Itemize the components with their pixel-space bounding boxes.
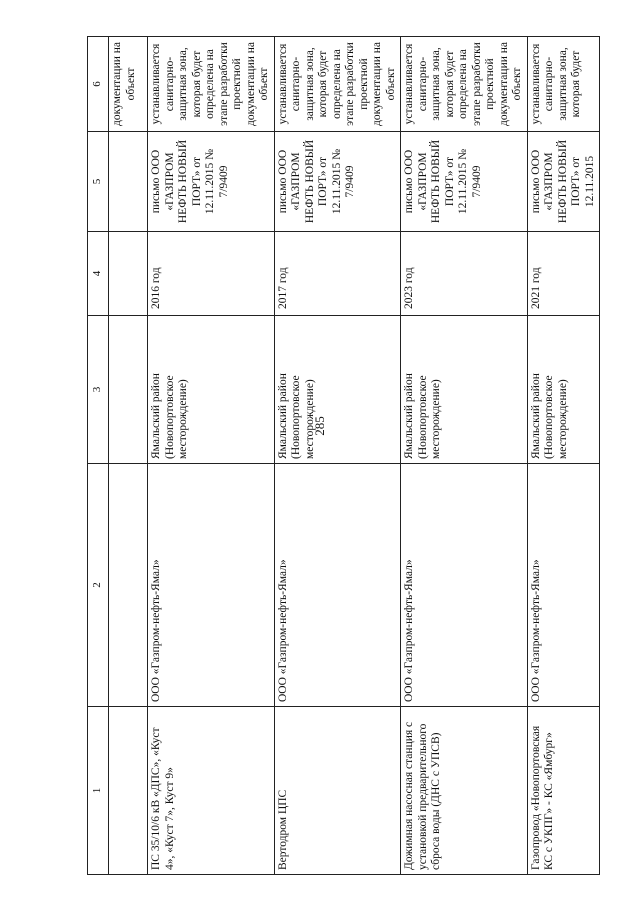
location-cell: Ямальский район (Новопортовское месторождение): [527, 316, 600, 464]
column-number-row: [88, 37, 109, 875]
location-cell: Ямальский район (Новопортовское месторождение): [148, 316, 275, 464]
owner-cell: ООО «Газпром-нефть-Ямал»: [274, 464, 401, 707]
table-row: [274, 37, 401, 875]
empty-cell: [109, 232, 148, 316]
zone-cell: устанавливается санитарно-защитная зона, которая будет: [527, 37, 600, 132]
empty-cell: [109, 464, 148, 707]
column-number: 5: [88, 132, 109, 232]
empty-cell: [109, 132, 148, 232]
column-number: 1: [88, 707, 109, 875]
location-cell: Ямальский район (Новопортовское месторождение): [274, 316, 401, 464]
table-row: [527, 37, 600, 875]
source-cell: письмо ООО «ГАЗПРОМ НЕФТЬ НОВЫЙ ПОРТ» от 12.11.2015: [527, 132, 600, 232]
continued-zone-text: документации на объект: [109, 37, 148, 132]
year-cell: 2023 год: [401, 232, 528, 316]
empty-cell: [109, 707, 148, 875]
year-cell: 2021 год: [527, 232, 600, 316]
zone-cell: устанавливается санитарно-защитная зона, которая будет определена на этапе разработки проектной документации на объект: [401, 37, 528, 132]
objects-table: [87, 36, 600, 875]
year-cell: 2017 год: [274, 232, 401, 316]
column-number: 2: [88, 464, 109, 707]
source-cell: письмо ООО «ГАЗПРОМ НЕФТЬ НОВЫЙ ПОРТ» от 12.11.2015 № 7/9409: [148, 132, 275, 232]
object-cell: Газопровод «Новопортовская КС с УКПГ» - КС «Ямбург»: [527, 707, 600, 875]
rotated-table-wrapper: [87, 37, 596, 875]
object-cell: Дожимная насосная станция с установкой предварительного сброса воды (ДНС с УПСВ): [401, 707, 528, 875]
location-cell: Ямальский район (Новопортовское месторождение): [401, 316, 528, 464]
owner-cell: ООО «Газпром-нефть-Ямал»: [148, 464, 275, 707]
year-cell: 2016 год: [148, 232, 275, 316]
column-number: 4: [88, 232, 109, 316]
table-viewport: [87, 37, 596, 875]
source-cell: письмо ООО «ГАЗПРОМ НЕФТЬ НОВЫЙ ПОРТ» от 12.11.2015 № 7/9409: [274, 132, 401, 232]
empty-cell: [109, 316, 148, 464]
object-cell: Вертодром ЦПС: [274, 707, 401, 875]
column-number: 6: [88, 37, 109, 132]
zone-cell: устанавливается санитарно-защитная зона, которая будет определена на этапе разработки проектной документации на объект: [274, 37, 401, 132]
table-row: [401, 37, 528, 875]
source-cell: письмо ООО «ГАЗПРОМ НЕФТЬ НОВЫЙ ПОРТ» от 12.11.2015 № 7/9409: [401, 132, 528, 232]
page-number: 285: [312, 416, 327, 436]
zone-cell: устанавливается санитарно-защитная зона, которая будет определена на этапе разработки проектной документации на объект: [148, 37, 275, 132]
object-cell: ПС 35/10/6 кВ «ДПС», «Куст 4», «Куст 7», Куст 9»: [148, 707, 275, 875]
continuation-row: [109, 37, 148, 875]
column-number: 3: [88, 316, 109, 464]
owner-cell: ООО «Газпром-нефть-Ямал»: [527, 464, 600, 707]
owner-cell: ООО «Газпром-нефть-Ямал»: [401, 464, 528, 707]
table-row: [148, 37, 275, 875]
